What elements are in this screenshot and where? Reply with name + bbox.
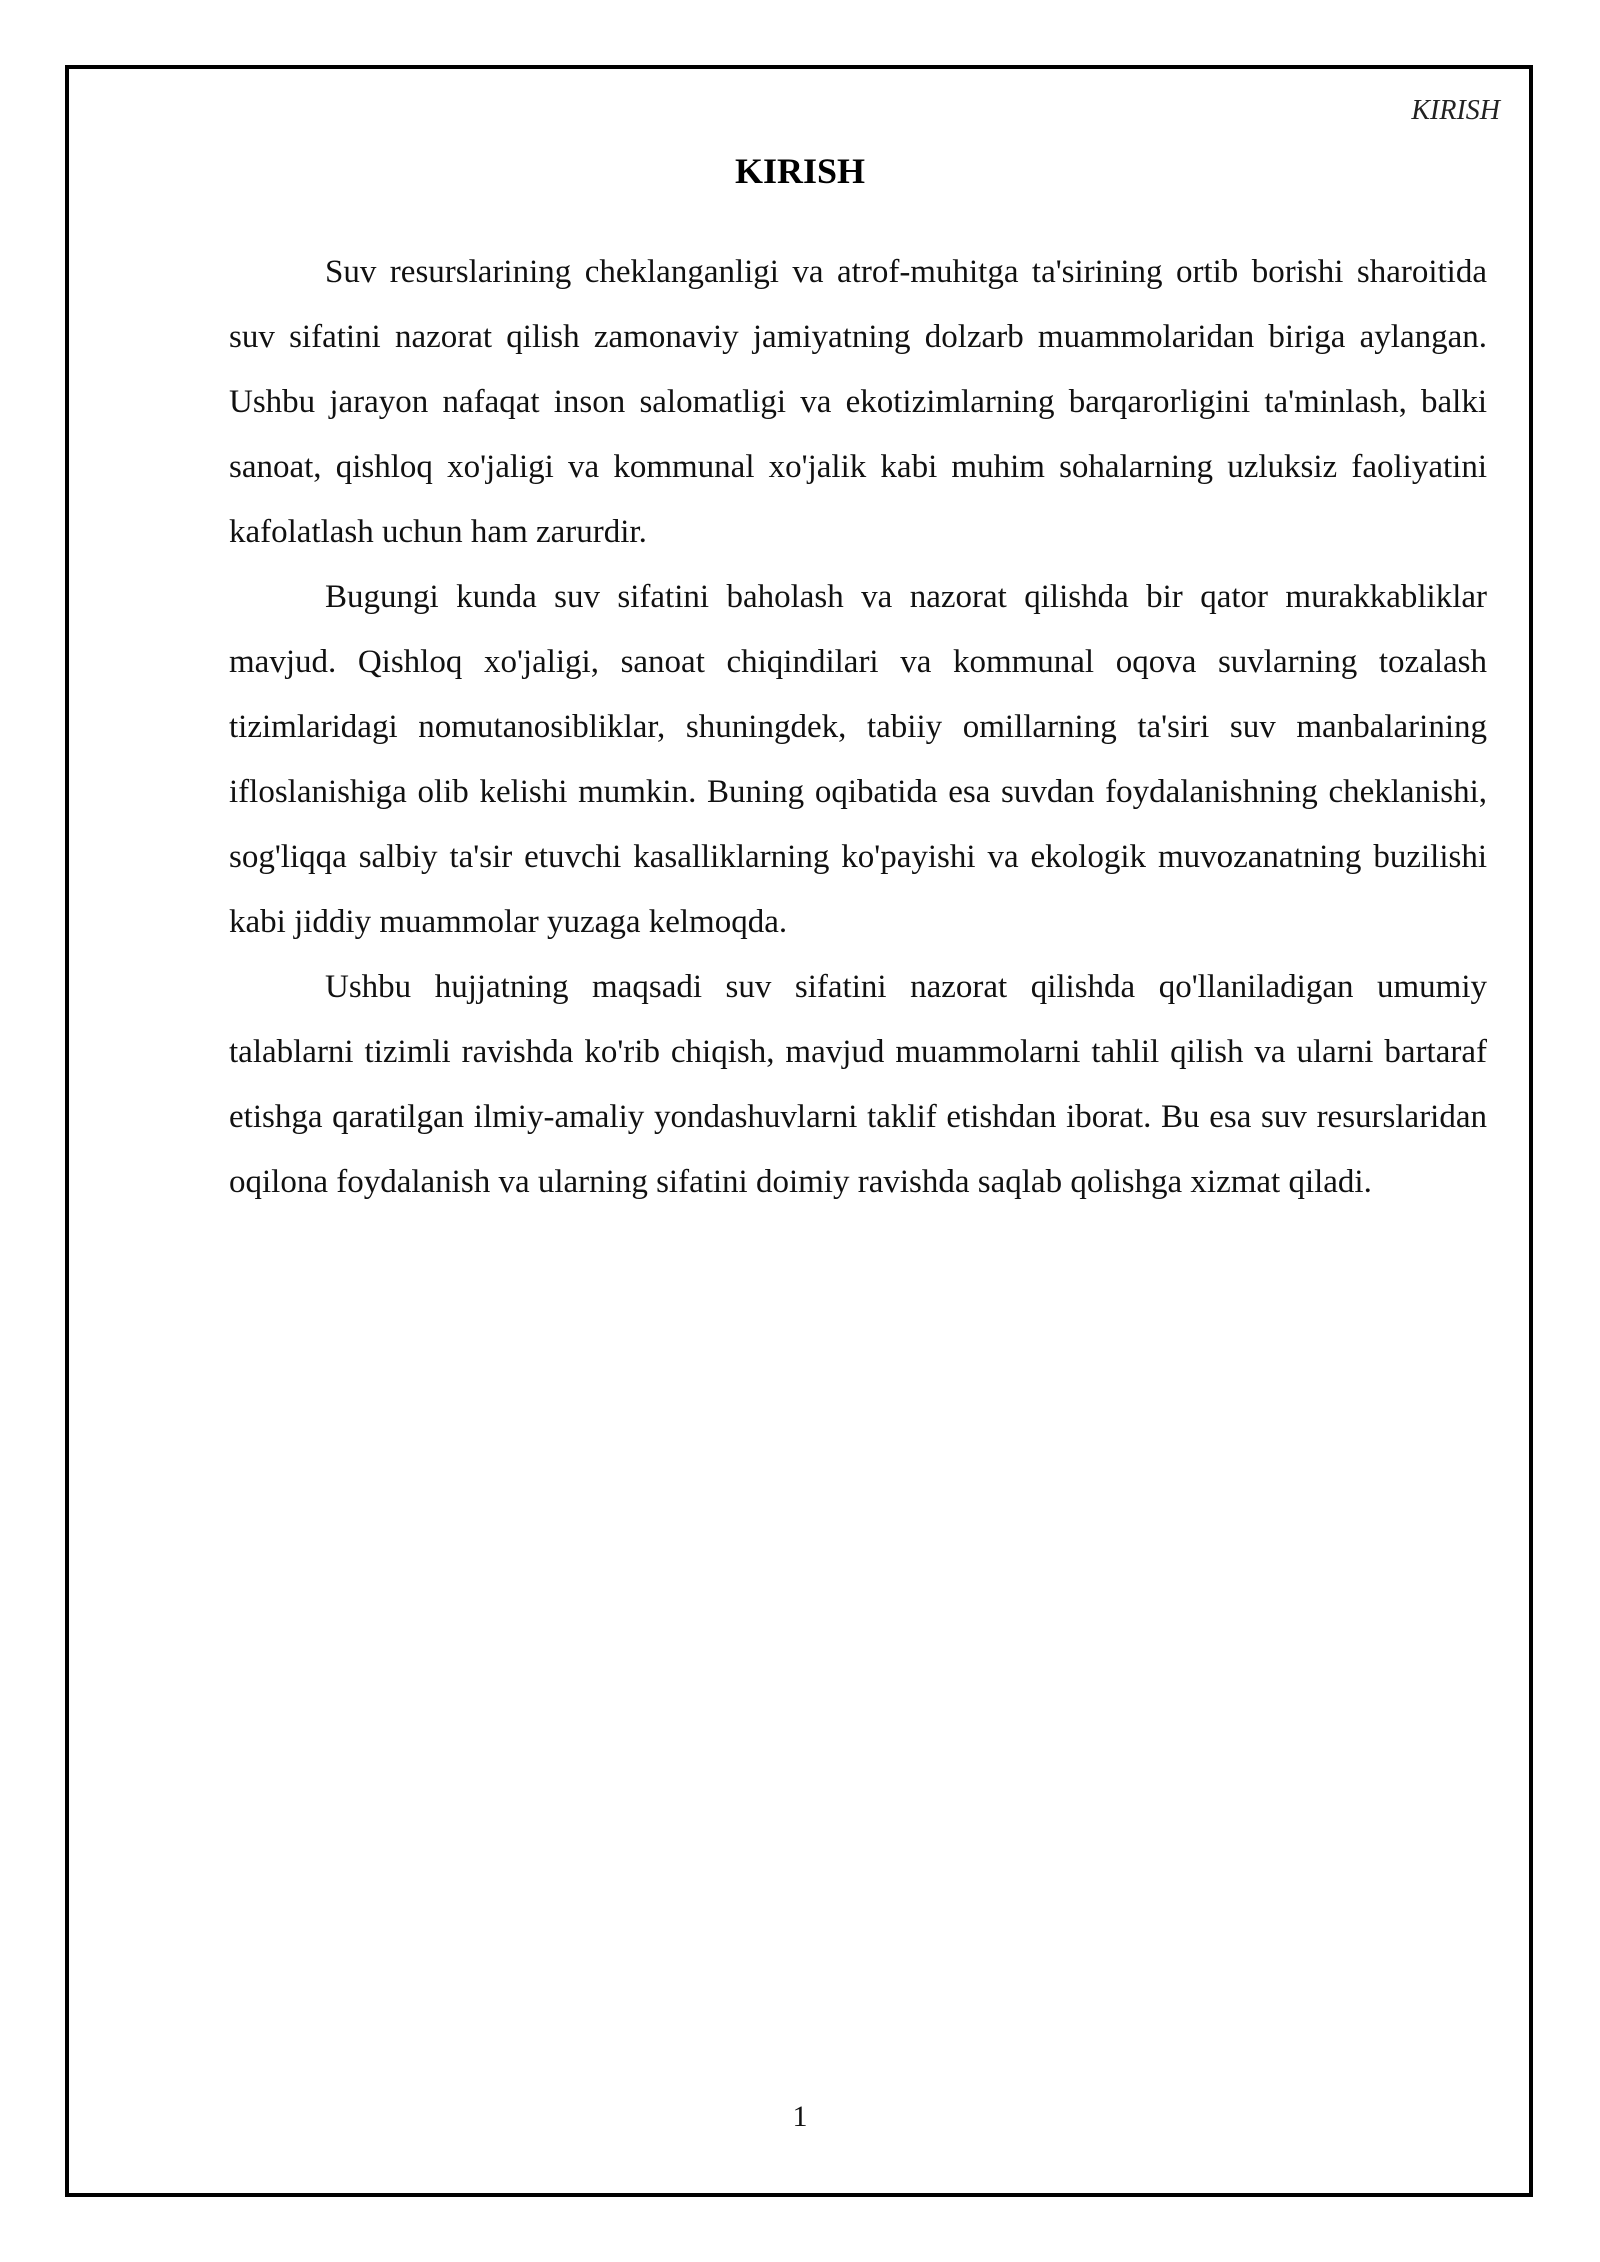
running-header: KIRISH	[1411, 95, 1500, 126]
paragraph: Bugungi kunda suv sifatini baholash va nazorat qilishda bir qator murakkabliklar mavjud. Qishloq xo'jaligi, sanoat chiqindilari va kommunal oqova suvlarning tozalash tizimlaridagi nomutanosibliklar, shuningdek, tabiiy omillarning ta'siri suv manbalarining ifloslanishiga olib kelishi mumkin. Buning oqibatida esa suvdan foydalanishning cheklanishi, sog'liqqa salbiy ta'sir etuvchi kasalliklarning ko'payishi va ekologik muvozanatning buzilishi kabi jiddiy muammolar yuzaga kelmoqda.	[229, 579, 1487, 940]
document-body	[229, 240, 1487, 1215]
paragraph: Suv resurslarining cheklanganligi va atrof-muhitga ta'sirining ortib borishi sharoitida suv sifatini nazorat qilish zamonaviy jamiyatning dolzarb muammolaridan biriga aylangan. Ushbu jarayon nafaqat inson salomatligi va ekotizimlarning barqarorligini ta'minlash, balki sanoat, qishloq xo'jaligi va kommunal xo'jalik kabi muhim sohalarning uzluksiz faoliyatini kafolatlash uchun ham zarurdir.	[229, 254, 1487, 550]
paragraph: Ushbu hujjatning maqsadi suv sifatini nazorat qilishda qo'llaniladigan umumiy talablarni tizimli ravishda ko'rib chiqish, mavjud muammolarni tahlil qilish va ularni bartaraf etishga qaratilgan ilmiy-amaliy yondashuvlarni taklif etishdan iborat. Bu esa suv resurslaridan oqilona foydalanish va ularning sifatini doimiy ravishda saqlab qolishga xizmat qiladi.	[229, 969, 1487, 1200]
document-title: KIRISH	[734, 151, 866, 191]
page-number: 1	[792, 2100, 808, 2133]
